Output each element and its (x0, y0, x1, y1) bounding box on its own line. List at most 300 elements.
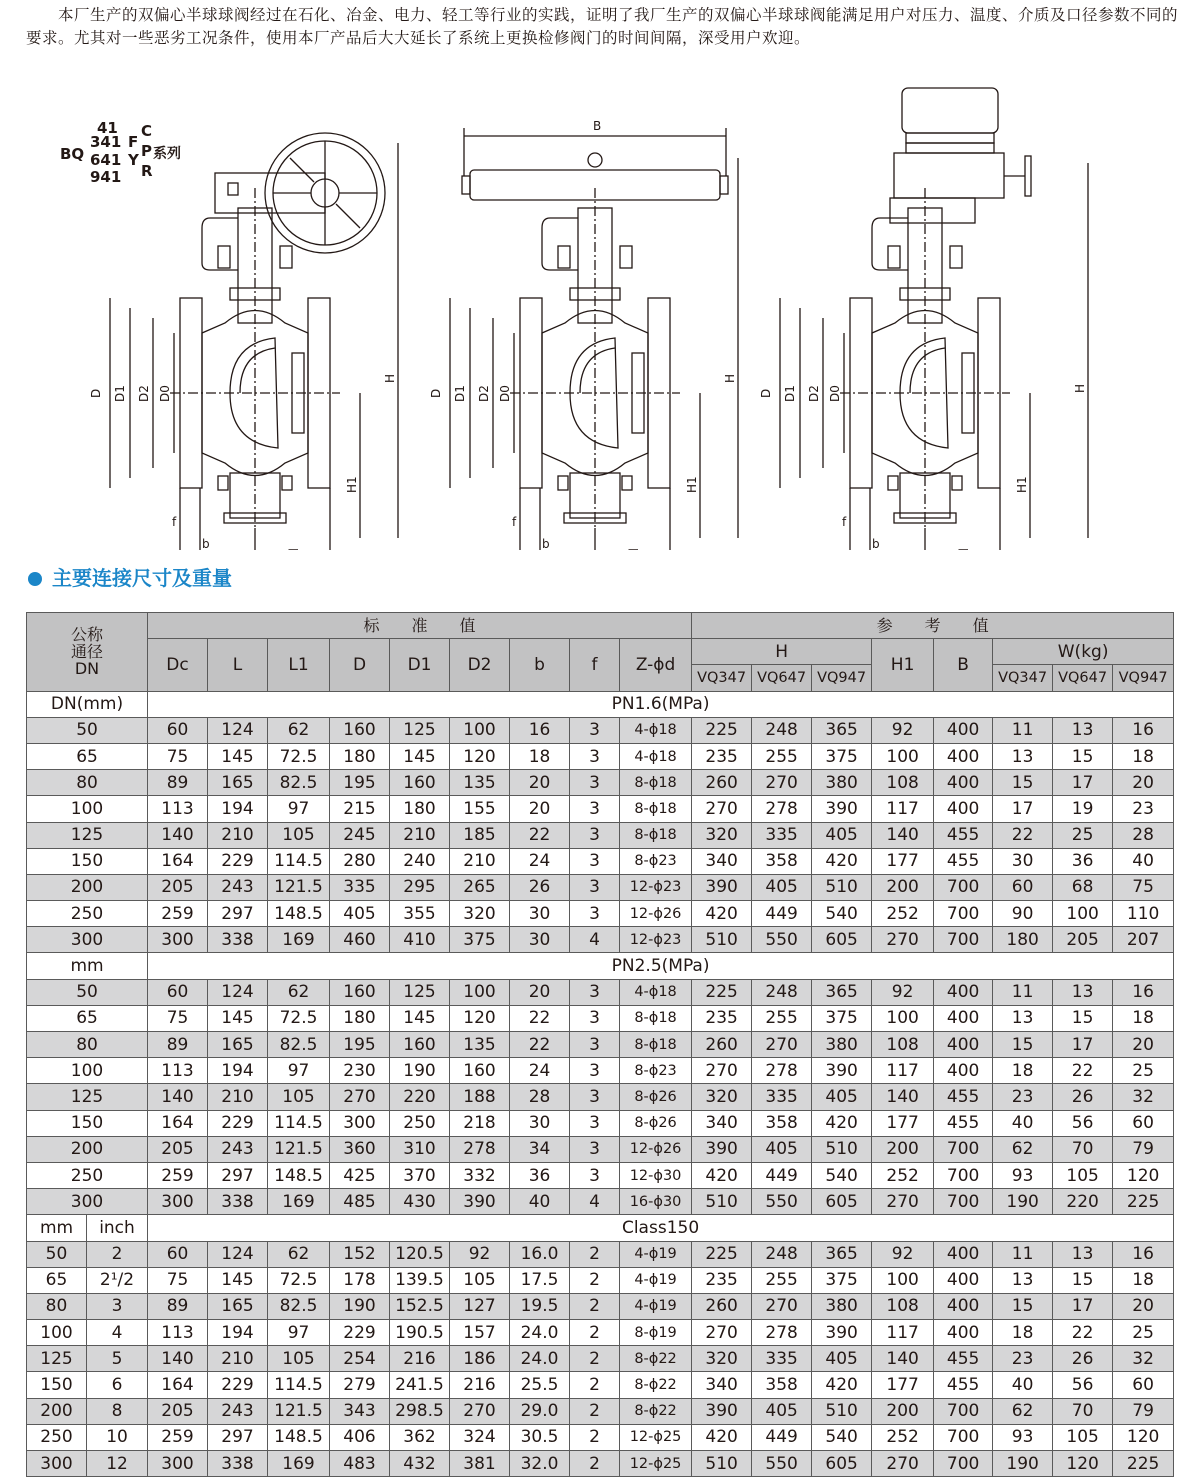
table-cell: 3 (570, 874, 620, 900)
table-cell: 455 (934, 1110, 993, 1136)
table-cell: 278 (450, 1136, 510, 1162)
table-cell: 320 (450, 901, 510, 927)
table-cell: 205 (148, 874, 208, 900)
table-cell: 18 (993, 1058, 1053, 1084)
table-cell: 125 (27, 822, 148, 848)
table-cell: 229 (208, 1110, 268, 1136)
table-cell: 13 (993, 1005, 1053, 1031)
table-cell: 400 (934, 717, 993, 743)
table-cell: 120 (1113, 1162, 1174, 1188)
table-cell: 178 (330, 1267, 390, 1293)
table-cell: 410 (390, 927, 450, 953)
header-h-vq647: VQ647 (752, 665, 812, 691)
table-cell: 200 (872, 874, 934, 900)
svg-text:D2: D2 (137, 385, 151, 402)
table-cell: 8-ϕ26 (620, 1084, 692, 1110)
table-cell: 50 (27, 1241, 87, 1267)
table-row (27, 743, 1174, 769)
table-cell: 169 (268, 1451, 330, 1477)
table-cell: 15 (993, 1032, 1053, 1058)
pressure-class-title: PN2.5(MPa) (148, 953, 1174, 979)
table-cell: 255 (752, 743, 812, 769)
table-row (27, 1267, 1174, 1293)
table-cell: 3 (570, 743, 620, 769)
table-cell: 430 (390, 1189, 450, 1215)
table-cell: 405 (752, 874, 812, 900)
table-cell: 335 (752, 822, 812, 848)
table-cell: 370 (390, 1162, 450, 1188)
svg-text:941: 941 (90, 168, 122, 186)
table-cell: 11 (993, 1241, 1053, 1267)
table-cell: 358 (752, 1372, 812, 1398)
table-cell: 225 (692, 717, 752, 743)
table-cell: 139.5 (390, 1267, 450, 1293)
table-cell: 16-ϕ30 (620, 1189, 692, 1215)
table-cell: 89 (148, 770, 208, 796)
table-cell: 420 (692, 1162, 752, 1188)
table-cell: 8-ϕ23 (620, 848, 692, 874)
header-h: H (692, 639, 872, 665)
table-cell: 210 (208, 1346, 268, 1372)
table-cell: 8-ϕ18 (620, 796, 692, 822)
table-cell: 235 (692, 743, 752, 769)
table-cell: 218 (450, 1110, 510, 1136)
table-cell: 72.5 (268, 1267, 330, 1293)
table-cell: 700 (934, 1136, 993, 1162)
table-cell: 195 (330, 1032, 390, 1058)
table-cell: 400 (934, 1267, 993, 1293)
table-cell: 29.0 (510, 1398, 570, 1424)
table-cell: 343 (330, 1398, 390, 1424)
table-cell: 235 (692, 1267, 752, 1293)
table-cell: 3 (570, 1005, 620, 1031)
table-cell: 117 (872, 796, 934, 822)
table-cell: 2 (570, 1398, 620, 1424)
table-cell: 34 (510, 1136, 570, 1162)
table-cell: 605 (812, 1189, 872, 1215)
table-cell: 26 (510, 874, 570, 900)
table-cell: 3 (87, 1293, 148, 1319)
table-cell: 295 (390, 874, 450, 900)
table-cell: 13 (993, 743, 1053, 769)
table-cell: 3 (570, 717, 620, 743)
table-cell: 338 (208, 927, 268, 953)
table-cell: 30 (510, 927, 570, 953)
table-cell: 24.0 (510, 1346, 570, 1372)
table-cell: 420 (692, 901, 752, 927)
table-cell: 68 (1053, 874, 1113, 900)
header-h1: H1 (872, 639, 934, 691)
table-cell: 89 (148, 1032, 208, 1058)
table-cell: 24 (510, 1058, 570, 1084)
table-cell: 108 (872, 1032, 934, 1058)
table-cell: 18 (1113, 743, 1174, 769)
table-cell: 270 (450, 1398, 510, 1424)
table-cell: 380 (812, 1032, 872, 1058)
table-cell: 120 (1053, 1451, 1113, 1477)
table-cell: 390 (692, 1136, 752, 1162)
section-header-row (27, 691, 1174, 717)
table-cell: 455 (934, 1084, 993, 1110)
table-cell: 36 (1053, 848, 1113, 874)
table-cell: 140 (872, 822, 934, 848)
table-cell: 22 (510, 1032, 570, 1058)
valve-drawing-lever (429, 119, 738, 550)
svg-text:Y: Y (128, 151, 139, 169)
table-cell: 65 (27, 743, 148, 769)
svg-text:b: b (872, 537, 880, 550)
table-cell: 140 (148, 1084, 208, 1110)
table-cell: 278 (752, 1058, 812, 1084)
table-cell: 229 (208, 848, 268, 874)
table-cell: 75 (148, 1267, 208, 1293)
table-cell: 8-ϕ18 (620, 770, 692, 796)
header-dn: 公称 通径 DN (27, 613, 148, 692)
svg-text:H1: H1 (345, 476, 359, 493)
table-cell: 425 (330, 1162, 390, 1188)
table-cell: 270 (872, 1189, 934, 1215)
table-cell: 270 (752, 1293, 812, 1319)
table-cell: 200 (27, 1398, 87, 1424)
table-cell: 22 (1053, 1320, 1113, 1346)
table-cell: 117 (872, 1058, 934, 1084)
table-cell: 148.5 (268, 1162, 330, 1188)
table-cell: 420 (812, 1372, 872, 1398)
header-w-vq947: VQ947 (1113, 665, 1174, 691)
table-cell: 15 (993, 1293, 1053, 1319)
table-cell: 16 (510, 717, 570, 743)
table-cell: 12-ϕ30 (620, 1162, 692, 1188)
table-cell: 235 (692, 1005, 752, 1031)
valve-drawing-gear (89, 133, 398, 550)
table-cell: 190 (993, 1451, 1053, 1477)
table-cell: 150 (27, 848, 148, 874)
table-cell: 510 (812, 1136, 872, 1162)
table-cell: 177 (872, 1110, 934, 1136)
table-cell: 278 (752, 1320, 812, 1346)
table-cell: 145 (208, 743, 268, 769)
table-cell: 3 (570, 796, 620, 822)
table-cell: 100 (450, 979, 510, 1005)
header-weight: W(kg) (993, 639, 1174, 665)
table-cell: 5 (87, 1346, 148, 1372)
table-cell: 335 (752, 1084, 812, 1110)
header-bb: B (934, 639, 993, 691)
table-cell: 22 (510, 822, 570, 848)
table-cell: 105 (268, 1084, 330, 1110)
table-cell: 164 (148, 1372, 208, 1398)
table-cell: 82.5 (268, 770, 330, 796)
table-row (27, 901, 1174, 927)
table-cell: 279 (330, 1372, 390, 1398)
table-cell: 355 (390, 901, 450, 927)
table-cell: 18 (510, 743, 570, 769)
table-cell: 140 (872, 1084, 934, 1110)
table-cell: 405 (812, 1084, 872, 1110)
table-cell: 300 (148, 927, 208, 953)
table-cell: 449 (752, 901, 812, 927)
unit-label: mm (27, 1215, 87, 1241)
table-cell: 4-ϕ18 (620, 979, 692, 1005)
table-cell: 300 (148, 1451, 208, 1477)
table-cell: 406 (330, 1424, 390, 1450)
table-cell: 400 (934, 979, 993, 1005)
table-row (27, 927, 1174, 953)
table-cell: 260 (692, 1032, 752, 1058)
table-cell: 105 (1053, 1424, 1113, 1450)
table-cell: 165 (208, 1032, 268, 1058)
table-row (27, 1110, 1174, 1136)
table-cell: 270 (872, 1451, 934, 1477)
table-cell: 298.5 (390, 1398, 450, 1424)
table-cell: 160 (390, 1032, 450, 1058)
svg-text:D0: D0 (828, 385, 842, 402)
table-cell: 125 (27, 1084, 148, 1110)
table-cell: 278 (752, 796, 812, 822)
table-cell: 2 (570, 1293, 620, 1319)
table-cell: 164 (148, 848, 208, 874)
table-cell: 60 (148, 979, 208, 1005)
table-cell: 455 (934, 848, 993, 874)
table-cell: 140 (148, 1346, 208, 1372)
svg-text:D: D (759, 388, 773, 398)
table-cell: 700 (934, 1424, 993, 1450)
table-cell: 124 (208, 1241, 268, 1267)
table-cell: 297 (208, 1162, 268, 1188)
table-cell: 700 (934, 927, 993, 953)
table-cell: 243 (208, 1136, 268, 1162)
table-cell: 19.5 (510, 1293, 570, 1319)
table-cell: 40 (1113, 848, 1174, 874)
table-cell: 200 (27, 874, 148, 900)
table-cell: 405 (812, 1346, 872, 1372)
table-cell: 2 (570, 1424, 620, 1450)
svg-text:F: F (128, 133, 139, 151)
table-cell: 62 (993, 1136, 1053, 1162)
table-cell: 3 (570, 1110, 620, 1136)
table-cell: 358 (752, 1110, 812, 1136)
table-cell: 145 (208, 1005, 268, 1031)
table-cell: 145 (390, 743, 450, 769)
pressure-class-title: Class150 (148, 1215, 1174, 1241)
table-cell: 229 (330, 1320, 390, 1346)
svg-text:H1: H1 (1015, 476, 1029, 493)
table-cell: 455 (934, 1346, 993, 1372)
table-cell: 155 (450, 796, 510, 822)
table-cell: 89 (148, 1293, 208, 1319)
table-cell: 12-ϕ25 (620, 1451, 692, 1477)
table-cell: 15 (1053, 1267, 1113, 1293)
table-cell: 32.0 (510, 1451, 570, 1477)
table-row (27, 1136, 1174, 1162)
table-cell: 405 (812, 822, 872, 848)
table-cell: 260 (692, 1293, 752, 1319)
table-cell: 22 (993, 822, 1053, 848)
table-cell: 100 (27, 1320, 87, 1346)
table-cell: 405 (752, 1398, 812, 1424)
table-cell: 121.5 (268, 874, 330, 900)
header-l1: L1 (268, 639, 330, 691)
table-cell: 270 (752, 770, 812, 796)
table-cell: 259 (148, 901, 208, 927)
table-cell: 320 (692, 1084, 752, 1110)
table-cell: 420 (692, 1424, 752, 1450)
table-cell: 216 (450, 1372, 510, 1398)
table-cell: 2¹/2 (87, 1267, 148, 1293)
table-cell: 270 (872, 927, 934, 953)
table-cell: 270 (692, 1058, 752, 1084)
table-cell: 338 (208, 1451, 268, 1477)
table-cell: 230 (330, 1058, 390, 1084)
table-cell: 700 (934, 874, 993, 900)
svg-text:BQ: BQ (60, 145, 85, 163)
table-cell: 30 (510, 901, 570, 927)
table-cell: 2 (570, 1320, 620, 1346)
table-cell: 114.5 (268, 1110, 330, 1136)
table-cell: 169 (268, 927, 330, 953)
table-cell: 108 (872, 770, 934, 796)
svg-text:341: 341 (90, 133, 122, 151)
table-cell: 72.5 (268, 743, 330, 769)
table-row (27, 1451, 1174, 1477)
table-row (27, 1372, 1174, 1398)
table-cell: 252 (872, 1162, 934, 1188)
svg-text:D1: D1 (783, 385, 797, 402)
table-cell: 185 (450, 822, 510, 848)
table-cell: 8-ϕ22 (620, 1346, 692, 1372)
table-cell: 400 (934, 1241, 993, 1267)
table-cell: 540 (812, 1424, 872, 1450)
table-cell: 180 (330, 1005, 390, 1031)
table-cell: 8-ϕ22 (620, 1398, 692, 1424)
table-cell: 22 (1053, 1058, 1113, 1084)
table-cell: 180 (390, 796, 450, 822)
table-row (27, 717, 1174, 743)
table-cell: 13 (1053, 979, 1113, 1005)
table-cell: 540 (812, 1162, 872, 1188)
table-cell: 300 (27, 1189, 148, 1215)
table-cell: 270 (692, 796, 752, 822)
table-cell: 3 (570, 770, 620, 796)
table-cell: 20 (510, 770, 570, 796)
table-cell: 17 (1053, 770, 1113, 796)
table-cell: 300 (27, 927, 148, 953)
unit-label: mm (27, 953, 148, 979)
table-cell: 243 (208, 874, 268, 900)
table-cell: 79 (1113, 1398, 1174, 1424)
table-cell: 8-ϕ18 (620, 1005, 692, 1031)
table-cell: 381 (450, 1451, 510, 1477)
table-cell: 270 (330, 1084, 390, 1110)
svg-text:D2: D2 (477, 385, 491, 402)
table-cell: 25 (1113, 1320, 1174, 1346)
table-cell: 97 (268, 1320, 330, 1346)
svg-text:B: B (593, 119, 602, 133)
table-cell: 205 (1053, 927, 1113, 953)
table-cell: 252 (872, 1424, 934, 1450)
table-cell: 125 (27, 1346, 87, 1372)
table-cell: 62 (268, 979, 330, 1005)
table-cell: 255 (752, 1005, 812, 1031)
table-cell: 157 (450, 1320, 510, 1346)
table-cell: 113 (148, 1320, 208, 1346)
table-cell: 245 (330, 822, 390, 848)
table-cell: 12-ϕ23 (620, 927, 692, 953)
header-reference: 参 考 值 (692, 613, 1174, 639)
table-cell: 248 (752, 717, 812, 743)
table-cell: 210 (390, 822, 450, 848)
table-cell: 2 (570, 1372, 620, 1398)
table-cell: 300 (148, 1189, 208, 1215)
table-cell: 4-ϕ18 (620, 743, 692, 769)
table-cell: 225 (692, 979, 752, 1005)
table-cell: 190 (993, 1189, 1053, 1215)
table-cell: 110 (1113, 901, 1174, 927)
table-cell: 365 (812, 1241, 872, 1267)
table-cell: 18 (1113, 1267, 1174, 1293)
table-cell: 20 (510, 979, 570, 1005)
table-row (27, 1032, 1174, 1058)
svg-text:D2: D2 (807, 385, 821, 402)
table-cell: 400 (934, 1058, 993, 1084)
table-cell: 483 (330, 1451, 390, 1477)
table-cell: 340 (692, 1372, 752, 1398)
table-cell: 225 (1113, 1189, 1174, 1215)
table-cell: 105 (1053, 1162, 1113, 1188)
table-cell: 390 (812, 1320, 872, 1346)
svg-text:f: f (172, 515, 177, 529)
table-cell: 13 (993, 1267, 1053, 1293)
table-cell: 16 (1113, 979, 1174, 1005)
table-cell: 365 (812, 717, 872, 743)
table-cell: 510 (812, 874, 872, 900)
table-cell: 135 (450, 1032, 510, 1058)
table-cell: 114.5 (268, 1372, 330, 1398)
table-cell: 270 (692, 1320, 752, 1346)
table-cell: 97 (268, 796, 330, 822)
table-cell: 8-ϕ23 (620, 1058, 692, 1084)
table-cell: 93 (993, 1424, 1053, 1450)
table-cell: 4-ϕ19 (620, 1293, 692, 1319)
table-cell: 4 (87, 1320, 148, 1346)
table-row (27, 1084, 1174, 1110)
table-cell: 72.5 (268, 1005, 330, 1031)
table-cell: 25.5 (510, 1372, 570, 1398)
table-row (27, 1320, 1174, 1346)
table-cell: 30 (993, 848, 1053, 874)
table-cell: 92 (872, 979, 934, 1005)
table-cell: 455 (934, 822, 993, 848)
table-cell: 188 (450, 1084, 510, 1110)
table-cell: 300 (27, 1451, 87, 1477)
table-row (27, 1189, 1174, 1215)
table-cell: 460 (330, 927, 390, 953)
table-cell: 300 (330, 1110, 390, 1136)
section-header-row (27, 953, 1174, 979)
table-cell: 160 (330, 717, 390, 743)
table-cell: 432 (390, 1451, 450, 1477)
table-cell: 82.5 (268, 1293, 330, 1319)
table-cell: 12-ϕ25 (620, 1424, 692, 1450)
table-row (27, 1162, 1174, 1188)
table-cell: 30.5 (510, 1424, 570, 1450)
table-row (27, 874, 1174, 900)
table-cell: 186 (450, 1346, 510, 1372)
header-w-vq647: VQ647 (1053, 665, 1113, 691)
table-cell: 13 (1053, 1241, 1113, 1267)
table-cell: 113 (148, 796, 208, 822)
table-cell: 4-ϕ19 (620, 1267, 692, 1293)
